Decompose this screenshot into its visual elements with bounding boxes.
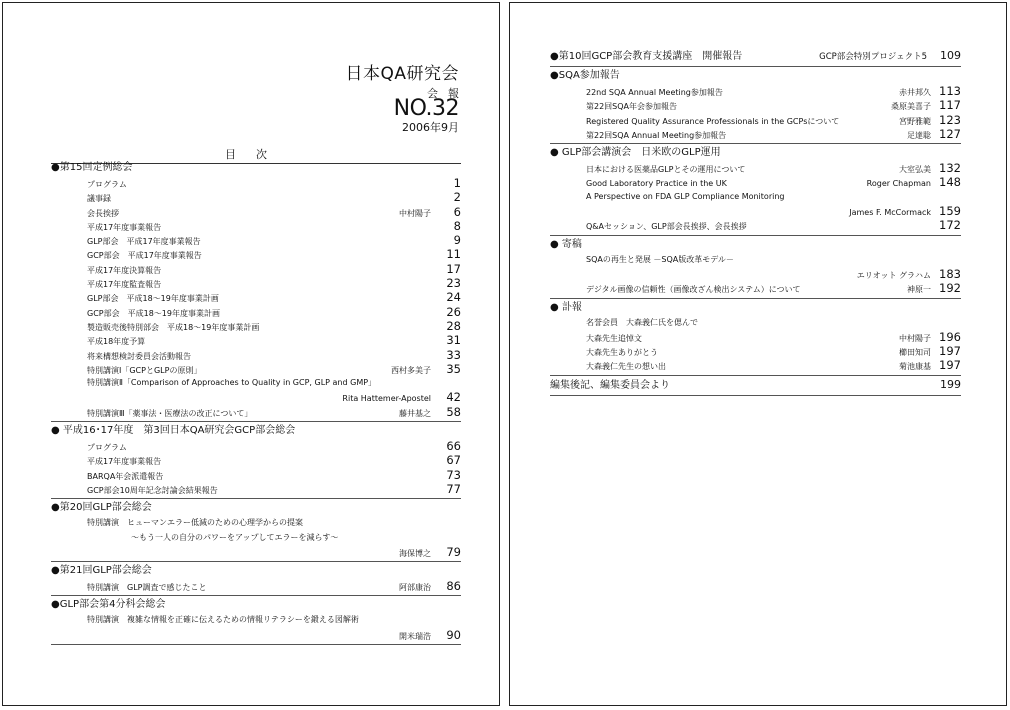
- entry-title: 平成17年度事業報告: [87, 457, 162, 467]
- entry-title: GCP部会10周年記念討論会結果報告: [87, 485, 218, 495]
- entry-title: GLP部会 平成17年度事業報告: [87, 237, 201, 247]
- toc-entry: [51, 333, 461, 347]
- entry-author: 菊池康基: [899, 362, 931, 372]
- entry-title: GCP部会 平成17年度事業報告: [87, 251, 202, 261]
- toc-entry: [550, 161, 961, 175]
- toc-entry: [51, 305, 461, 319]
- toc-entry: [51, 205, 461, 219]
- section-heading: ● GLP部会講演会 日米欧のGLP運用: [550, 147, 721, 159]
- toc-entry: [550, 98, 961, 112]
- page-number: 123: [939, 112, 961, 127]
- page-number: 199: [940, 377, 961, 391]
- organization-name: 日本QA研究会: [345, 64, 459, 84]
- section-items: [550, 253, 961, 296]
- toc-entry: [51, 276, 461, 290]
- page-number: 117: [939, 98, 961, 113]
- entry-title: GCP部会 平成18～19年度事業計画: [87, 308, 220, 318]
- page-number: 113: [939, 84, 961, 98]
- section-heading: ● 平成16･17年度 第3回日本QA研究会GCP部会総会: [51, 425, 296, 437]
- entry-title: 将来構想検討委員会活動報告: [87, 351, 191, 361]
- page-number: 31: [446, 333, 461, 348]
- page-number: 66: [446, 439, 461, 454]
- toc-entry: [550, 281, 961, 295]
- entry-title: 大森義仁先生の想い出: [586, 362, 666, 372]
- page-number: 17: [446, 261, 461, 276]
- section-heading: ●第15回定例総会: [51, 162, 133, 173]
- toc-section: [550, 48, 961, 67]
- toc-entry: [51, 545, 461, 559]
- entry-title: 大森先生ありがとう: [586, 348, 658, 358]
- entry-title: 特別講演Ⅲ「薬事法・医療法の改正について」: [87, 408, 253, 418]
- toc-section: [550, 377, 961, 396]
- right-page: [509, 2, 1007, 706]
- toc-entry: [51, 219, 461, 233]
- toc-entry: [550, 316, 961, 330]
- entry-author: エリオット グラハム: [856, 270, 931, 280]
- section-heading: 編集後記、編集委員会より 199: [550, 377, 961, 391]
- entry-title: デジタル画像の信頼性（画像改ざん検出システム）について: [586, 285, 801, 295]
- section-heading: ●GLP部会第4分科会総会: [51, 599, 166, 611]
- toc-entry: [51, 439, 461, 453]
- page-number: 35: [446, 361, 461, 376]
- entry-title: 議事録: [87, 194, 111, 204]
- page-number: 132: [939, 161, 961, 176]
- entry-author: 中村陽子: [399, 208, 431, 218]
- entry-author: 海保博之: [399, 548, 431, 558]
- section-heading: ●第20回GLP部会総会: [51, 502, 152, 514]
- section-heading: ●SQA参加報告: [550, 70, 620, 81]
- entry-author: 桑原美喜子: [891, 102, 931, 112]
- entry-title: 製造販売後特別部会 平成18～19年度事業計画: [87, 322, 260, 332]
- toc-entry: [51, 348, 461, 362]
- toc-entry: [550, 113, 961, 127]
- entry-title: 第22回SQA Annual Meeting参加報告: [586, 130, 727, 140]
- page-number: 183: [939, 266, 961, 281]
- entry-author: 櫛田知司: [899, 348, 931, 358]
- section-heading: ● 寄稿: [550, 238, 582, 250]
- section-items: [51, 176, 461, 419]
- toc-entry: [550, 175, 961, 189]
- page-number: 127: [939, 126, 961, 141]
- entry-title: A Perspective on FDA GLP Compliance Monitoring: [586, 191, 785, 201]
- toc-entry: [550, 204, 961, 218]
- entry-author: 開米瑞浩: [399, 631, 431, 641]
- section-items: [550, 161, 961, 232]
- page-number: 26: [446, 304, 461, 319]
- toc-entry: [51, 247, 461, 261]
- entry-title: 大森先生追悼文: [586, 333, 642, 343]
- table-of-contents-left: [51, 160, 461, 646]
- toc-section: [550, 68, 961, 144]
- entry-title: Registered Quality Assurance Professionals in the GCPsについて: [586, 116, 840, 126]
- section-items: [51, 439, 461, 496]
- toc-entry: [550, 253, 961, 267]
- toc-entry: [550, 84, 961, 98]
- page-number: 90: [446, 627, 461, 642]
- page-number: 58: [446, 404, 461, 419]
- page-number: 159: [939, 204, 961, 219]
- entry-author: 足達聡: [907, 130, 931, 140]
- toc-entry: [51, 233, 461, 247]
- page-number: 86: [446, 579, 461, 594]
- issue-date: 2006年9月: [402, 121, 459, 134]
- entry-title: 平成17年度監査報告: [87, 280, 162, 290]
- entry-title: BARQA年会派遣報告: [87, 471, 164, 481]
- page-number: 28: [446, 318, 461, 333]
- toc-entry: [51, 405, 461, 419]
- entry-title: 平成18年度予算: [87, 337, 146, 347]
- entry-title: プログラム: [87, 443, 127, 453]
- page-number: 23: [446, 276, 461, 291]
- table-of-contents-right: [550, 48, 961, 397]
- toc-entry: [51, 453, 461, 467]
- toc-section: [550, 237, 961, 299]
- section-items: [550, 316, 961, 373]
- entry-author: GCP部会特別プロジェクト5: [819, 52, 927, 62]
- toc-entry: 特別講演 ヒューマンエラー低減のための心理学からの提案: [87, 518, 303, 528]
- entry-title: 平成17年度決算報告: [87, 265, 162, 275]
- entry-author: 中村陽子: [899, 333, 931, 343]
- page-number: 109: [940, 49, 961, 62]
- page-number: 9: [453, 233, 461, 248]
- toc-entry: [550, 344, 961, 358]
- section-heading: ●第10回GCP部会教育支援講座 開催報告 GCP部会特別プロジェクト5 109: [550, 48, 961, 64]
- page-number: 11: [446, 247, 461, 262]
- entry-title: SQAの再生と発展 －SQA版改革モデル－: [586, 254, 734, 264]
- toc-section: [51, 160, 461, 422]
- entry-title: Q&Aセッション、GLP部会長挨拶、会長挨拶: [586, 222, 747, 232]
- entry-author: 神原一: [907, 285, 931, 295]
- toc-title: 目次: [51, 146, 461, 164]
- toc-entry: 特別講演 GLP調査で感じたこと 阿部康治 86: [51, 579, 461, 593]
- left-page: [2, 2, 500, 706]
- toc-section: [51, 500, 461, 562]
- toc-section: [550, 145, 961, 235]
- toc-entry: [550, 267, 961, 281]
- entry-title: 日本における医薬品GLPとその運用について: [586, 165, 746, 175]
- page-number: 24: [446, 290, 461, 305]
- toc-section: [51, 597, 461, 645]
- toc-entry-subtitle: ～もう一人の自分のパワーをアップしてエラーを減らす～: [131, 532, 339, 542]
- toc-entry: [51, 628, 461, 642]
- entry-title: 第22回SQA年会参加報告: [586, 102, 678, 112]
- entry-title: GLP部会 平成18～19年度事業計画: [87, 294, 219, 304]
- toc-entry: [51, 362, 461, 376]
- toc-entry: [550, 358, 961, 372]
- page-number: 172: [939, 218, 961, 233]
- toc-entry: 特別講演 複雑な情報を正確に伝えるための情報リテラシーを鍛える図解術: [87, 615, 359, 625]
- toc-entry: [550, 190, 961, 204]
- section-heading: ● 訃報: [550, 301, 582, 313]
- entry-title: Good Laboratory Practice in the UK: [586, 179, 727, 189]
- toc-section: [51, 423, 461, 499]
- page-number: 148: [939, 175, 961, 190]
- section-heading: ●第21回GLP部会総会: [51, 565, 152, 577]
- entry-title: 平成17年度事業報告: [87, 222, 162, 232]
- entry-author: 阿部康治: [399, 583, 431, 593]
- toc-entry: [51, 190, 461, 204]
- section-items: [550, 84, 961, 141]
- entry-author: 赤井邦久: [899, 88, 931, 97]
- entry-author: Roger Chapman: [866, 179, 931, 189]
- toc-entry: [51, 176, 461, 190]
- page-number: 196: [939, 329, 961, 344]
- toc-entry: [51, 468, 461, 482]
- toc-entry: [51, 319, 461, 333]
- page-number: 33: [446, 347, 461, 362]
- entry-title: プログラム: [87, 180, 127, 189]
- page-number: 67: [446, 453, 461, 468]
- page-number: 197: [939, 344, 961, 359]
- page-number: 1: [453, 176, 461, 190]
- toc-section: [550, 300, 961, 376]
- entry-title: 特別講演Ⅰ「GCPとGLPの原則」: [87, 365, 202, 375]
- toc-entry: [550, 218, 961, 232]
- entry-author: James F. McCormack: [849, 208, 931, 218]
- page-number: 2: [453, 190, 461, 205]
- page-number: 192: [939, 281, 961, 296]
- entry-author: 大室弘美: [899, 165, 931, 175]
- toc-entry: [550, 330, 961, 344]
- page-number: 77: [446, 481, 461, 496]
- bulletin-label: 会報: [427, 87, 469, 100]
- toc-section: [51, 563, 461, 596]
- entry-title: 特別講演Ⅱ「Comparison of Approaches to Quality in GCP, GLP and GMP」: [87, 378, 377, 388]
- page-number: 6: [453, 204, 461, 219]
- toc-entry: [51, 390, 461, 404]
- entry-author: 西村多美子: [391, 365, 431, 375]
- page-number: 42: [446, 390, 461, 405]
- toc-entry: [51, 376, 461, 390]
- entry-author: 宮野雅範: [899, 116, 931, 126]
- page-number: 73: [446, 467, 461, 482]
- page-number: 8: [453, 218, 461, 233]
- page-number: 197: [939, 358, 961, 373]
- entry-author: 藤井基之: [399, 408, 431, 418]
- entry-title: 名誉会員 大森義仁氏を偲んで: [586, 317, 698, 327]
- entry-title: 22nd SQA Annual Meeting参加報告: [586, 88, 723, 97]
- toc-entry: [51, 482, 461, 496]
- toc-entry: [51, 262, 461, 276]
- toc-entry: [51, 290, 461, 304]
- issue-number: NO.32: [393, 96, 459, 121]
- page-number: 79: [446, 544, 461, 559]
- entry-author: Rita Hattemer-Apostel: [342, 394, 431, 404]
- toc-entry: [550, 127, 961, 141]
- entry-title: 会長挨拶: [87, 208, 119, 218]
